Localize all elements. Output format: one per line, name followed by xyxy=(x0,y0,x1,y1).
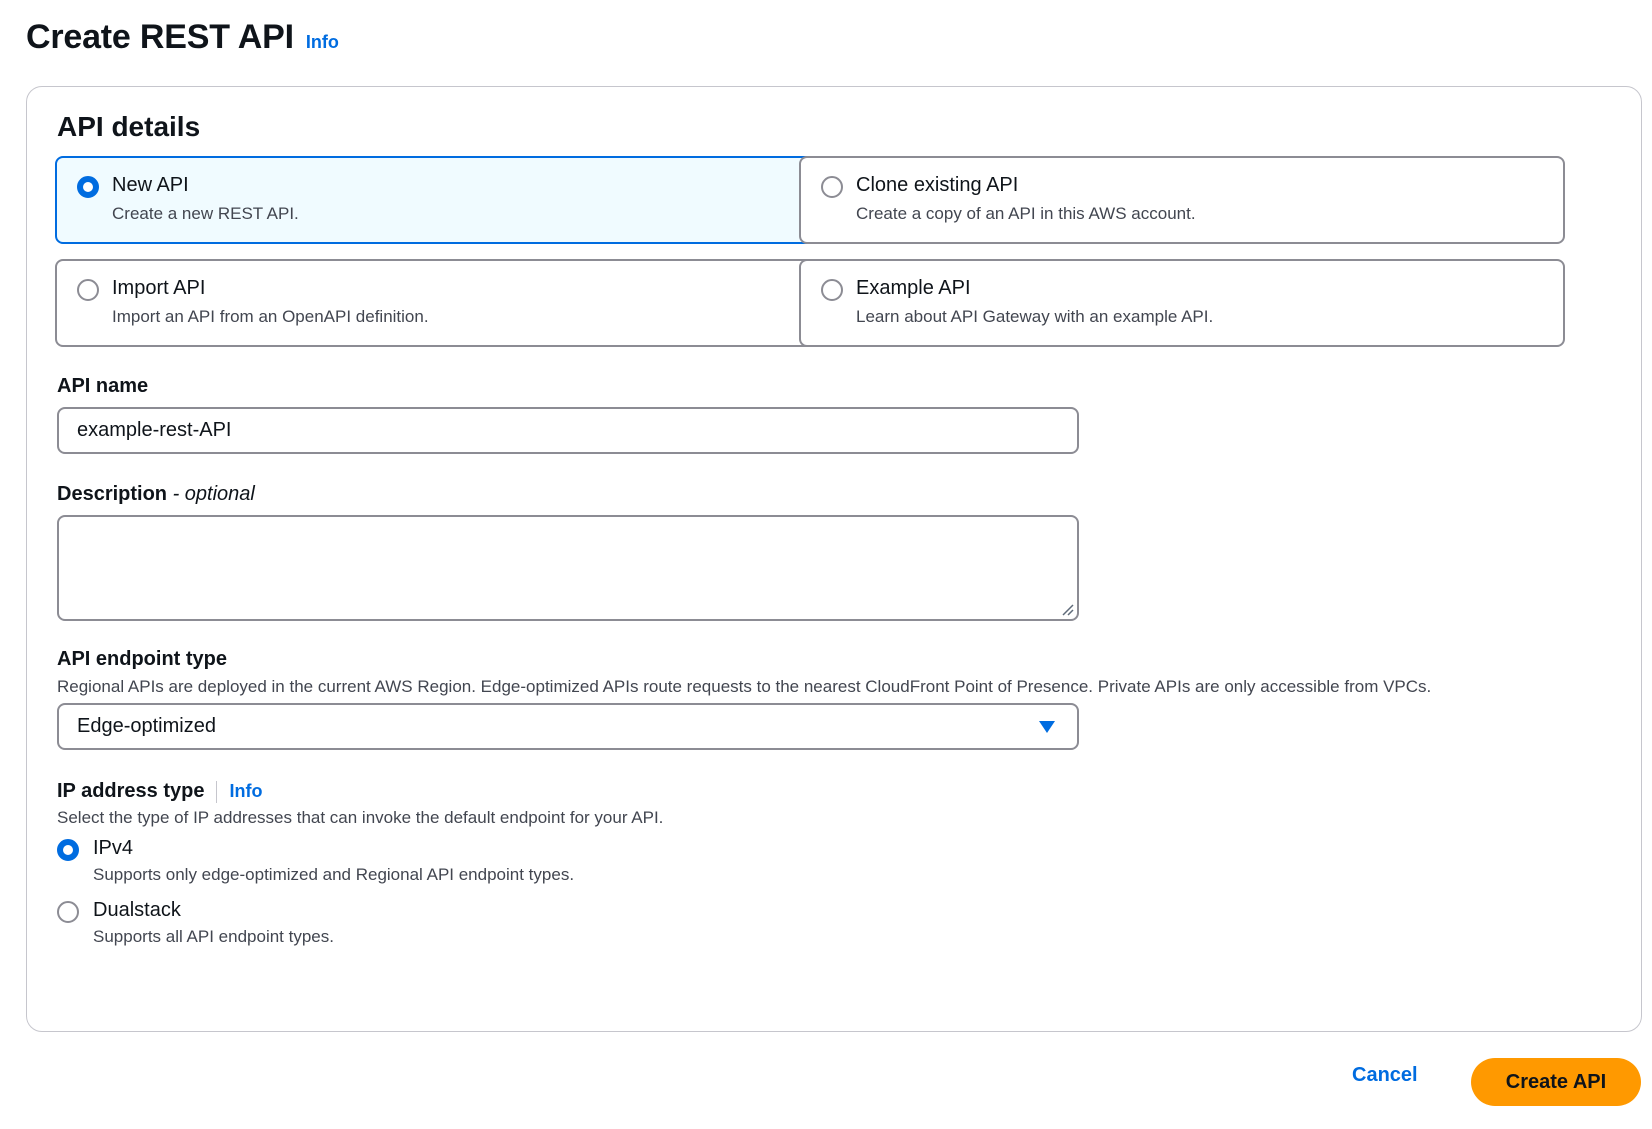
optional-suffix: - optional xyxy=(172,483,255,505)
endpoint-type-select[interactable] xyxy=(57,703,1079,750)
tile-import-api[interactable] xyxy=(55,259,821,347)
ip-address-type-label xyxy=(57,780,262,803)
create-api-button[interactable]: Create API xyxy=(1471,1058,1641,1106)
page-header xyxy=(26,18,339,57)
clone-api-radio[interactable] xyxy=(821,176,843,198)
description-label xyxy=(57,483,255,506)
endpoint-type-label: API endpoint type xyxy=(57,648,227,670)
tile-description: Learn about API Gateway with an example API. xyxy=(856,307,1214,326)
api-name-label: API name xyxy=(57,375,149,397)
page-info-link[interactable]: Info xyxy=(305,32,339,52)
ipv4-radio[interactable] xyxy=(57,839,79,861)
api-details-header: API details xyxy=(57,111,201,142)
new-api-radio[interactable] xyxy=(77,176,99,198)
tile-title: Example API xyxy=(856,277,971,299)
tile-new-api[interactable] xyxy=(55,156,821,244)
tile-description: Create a new REST API. xyxy=(112,204,299,223)
tile-description: Create a copy of an API in this AWS account. xyxy=(856,204,1196,223)
caret-down-icon xyxy=(1039,721,1055,733)
import-api-radio[interactable] xyxy=(77,279,99,301)
ip-info-link[interactable]: Info xyxy=(229,781,263,801)
example-api-radio[interactable] xyxy=(821,279,843,301)
dualstack-radio[interactable] xyxy=(57,901,79,923)
ip-address-type-description: Select the type of IP addresses that can invoke the default endpoint for your API. xyxy=(57,808,664,827)
api-details-container xyxy=(26,86,1642,1032)
tile-title: Clone existing API xyxy=(856,174,1019,196)
ip-option-title: IPv4 xyxy=(93,837,134,859)
resize-grip-icon[interactable] xyxy=(1060,602,1074,616)
description-textarea[interactable] xyxy=(57,515,1079,621)
tile-description: Import an API from an OpenAPI definition. xyxy=(112,307,429,326)
tile-title: Import API xyxy=(112,277,206,299)
description-label-text: Description xyxy=(57,483,168,505)
ip-address-type-label-text: IP address type xyxy=(57,780,205,802)
tile-title: New API xyxy=(112,174,189,196)
endpoint-type-description: Regional APIs are deployed in the current AWS Region. Edge-optimized APIs route requests to the nearest CloudFront Point of Presence. Private APIs are only accessible from VPCs. xyxy=(57,677,1432,696)
ip-option-title: Dualstack xyxy=(93,899,181,921)
tile-example-api[interactable] xyxy=(799,259,1565,347)
ip-option-description: Supports all API endpoint types. xyxy=(93,927,334,946)
page-title: Create REST API xyxy=(26,18,294,56)
api-name-input[interactable] xyxy=(57,407,1079,454)
tile-clone-existing-api[interactable] xyxy=(799,156,1565,244)
endpoint-type-value: Edge-optimized xyxy=(77,715,216,737)
ip-option-description: Supports only edge-optimized and Regional API endpoint types. xyxy=(93,865,575,884)
label-divider xyxy=(216,781,217,803)
cancel-button[interactable]: Cancel xyxy=(1352,1064,1418,1086)
